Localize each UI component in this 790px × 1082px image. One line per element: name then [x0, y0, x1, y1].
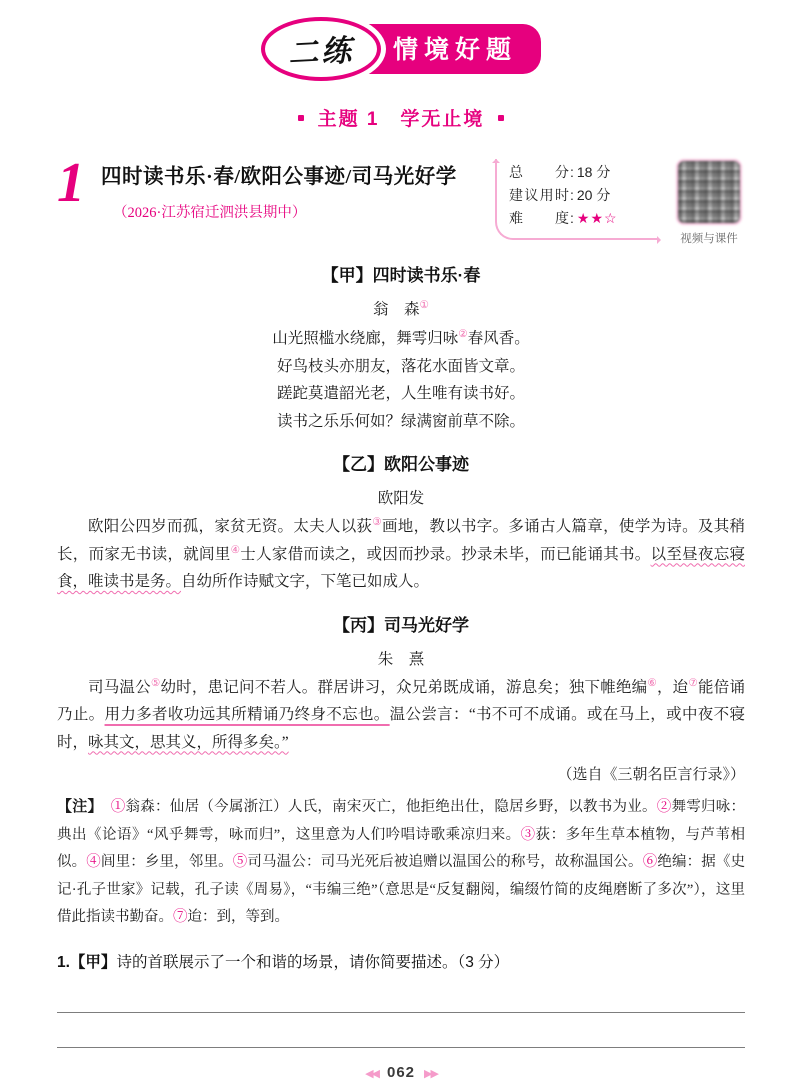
score-row-total [509, 161, 659, 184]
passage-yi-author: 欧阳发 [377, 490, 425, 507]
passage-bing-text: 司马温公⑤幼时，患记问不若人。群居讲习，众兄弟既成诵，游息矣；独下帷绝编⑥，迨⑦能倍诵乃止。用力多者收功远其所精诵乃终身不忘也。温公尝言：“书不可不成诵。或在马上，或中夜不寝时，咏其文，思其义，所得多矣。” [57, 677, 745, 751]
exercise-source: （2026·江苏宿迁泗洪县期中） [113, 205, 307, 221]
score-label: 难度 [509, 210, 569, 226]
passage-bing-author: 朱 熹 [377, 650, 425, 668]
section-badge: 情境好题 [355, 24, 541, 74]
passage-jia-author: 翁 森① [373, 299, 429, 318]
brand-header [57, 18, 745, 80]
theme-bullet-right-icon [498, 115, 504, 121]
answer-line[interactable] [57, 1013, 745, 1048]
qr-code-icon [676, 159, 742, 225]
theme-title [57, 104, 745, 131]
exercise-number: 1 [57, 152, 85, 214]
theme-bullet-left-icon [298, 115, 304, 121]
passage-jia-poem [57, 325, 745, 435]
poem-line: 山光照槛水绕廊，舞雩归咏②春风香。 [272, 328, 530, 347]
exercise-title: 四时读书乐·春/欧阳公事迹/司马光好学 [101, 166, 457, 188]
notes-block [57, 793, 745, 932]
score-row-difficulty [509, 207, 659, 230]
answer-line[interactable] [57, 978, 745, 1013]
passage-yi-heading: 【乙】欧阳公事迹 [333, 455, 469, 474]
footer-left-arrows-icon: ◀◀ [365, 1067, 378, 1080]
passage-yi-text: 欧阳公四岁而孤，家贫无资。太夫人以荻③画地，教以书字。多诵古人篇章，使学为诗。及其稍长，而家无书读，就闾里④士人家借而读之，或因而抄录。抄录未毕，而已能诵其书。以至昼夜忘寝食，唯读书是务。自幼所作诗赋文字，下笔已如成人。 [57, 516, 745, 590]
score-info-box [495, 159, 659, 240]
practice-badge [261, 17, 381, 81]
score-colon: : [570, 210, 574, 226]
score-label: 总分 [509, 164, 569, 180]
qr-caption: 视频与课件 [680, 233, 738, 245]
passage-bing-source: （选自《三朝名臣言行录》） [557, 767, 745, 783]
score-value: 18 分 [576, 164, 611, 180]
exercise-header [57, 152, 745, 246]
poem-line: 好鸟枝头亦朋友，落花水面皆文章。 [276, 357, 525, 375]
passage-jia-heading: 【甲】四时读书乐·春 [321, 266, 481, 285]
question-1 [57, 950, 745, 972]
score-row-time [509, 184, 659, 207]
page-footer [57, 1064, 745, 1082]
question-1-text: 诗的首联展示了一个和谐的场景，请你简要描述。（3 分） [116, 953, 510, 971]
notes-label: 【注】 [57, 798, 103, 815]
difficulty-stars-icon: ★★☆ [576, 210, 618, 226]
page-number: 062 [386, 1063, 416, 1081]
question-1-number: 1.【甲】 [57, 953, 117, 971]
qr-block [673, 157, 745, 246]
answer-area [57, 978, 745, 1048]
exercise-title-block [101, 157, 495, 222]
footer-right-arrows-icon: ▶▶ [424, 1067, 437, 1080]
poem-line: 蹉跎莫遣韶光老，人生唯有读书好。 [276, 385, 525, 402]
theme-title-text: 主题 1 学无止境 [317, 109, 485, 130]
score-value: 20 分 [576, 187, 611, 203]
score-colon: : [570, 164, 574, 180]
poem-line: 读书之乐乐何如？绿满窗前草不除。 [276, 412, 525, 430]
passage-bing-heading: 【丙】司马光好学 [333, 615, 469, 635]
score-label: 建议用时 [509, 187, 569, 203]
notes-text: ①翁森：仙居（今属浙江）人氏，南宋灭亡，他拒绝出仕，隐居乡野，以教书为业。②舞雩归咏：典出《论语》“风乎舞雩，咏而归”，这里意为人们吟唱诗歌乘凉归来。③荻：多年生草本植物，与芦苇相似。④闾里：乡里，邻里。⑤司马温公：司马光死后被追赠以温国公的称号，故称温国公。⑥绝编：据《史记·孔子世家》记载，孔子读《周易》，“韦编三绝”（意思是“反复翻阅，编缀竹简的皮绳磨断了多次”），这里借此指读书勤奋。⑦迨：到，等到。 [57, 799, 746, 925]
score-colon: : [570, 187, 574, 203]
practice-badge-label: 二练 [287, 34, 355, 71]
